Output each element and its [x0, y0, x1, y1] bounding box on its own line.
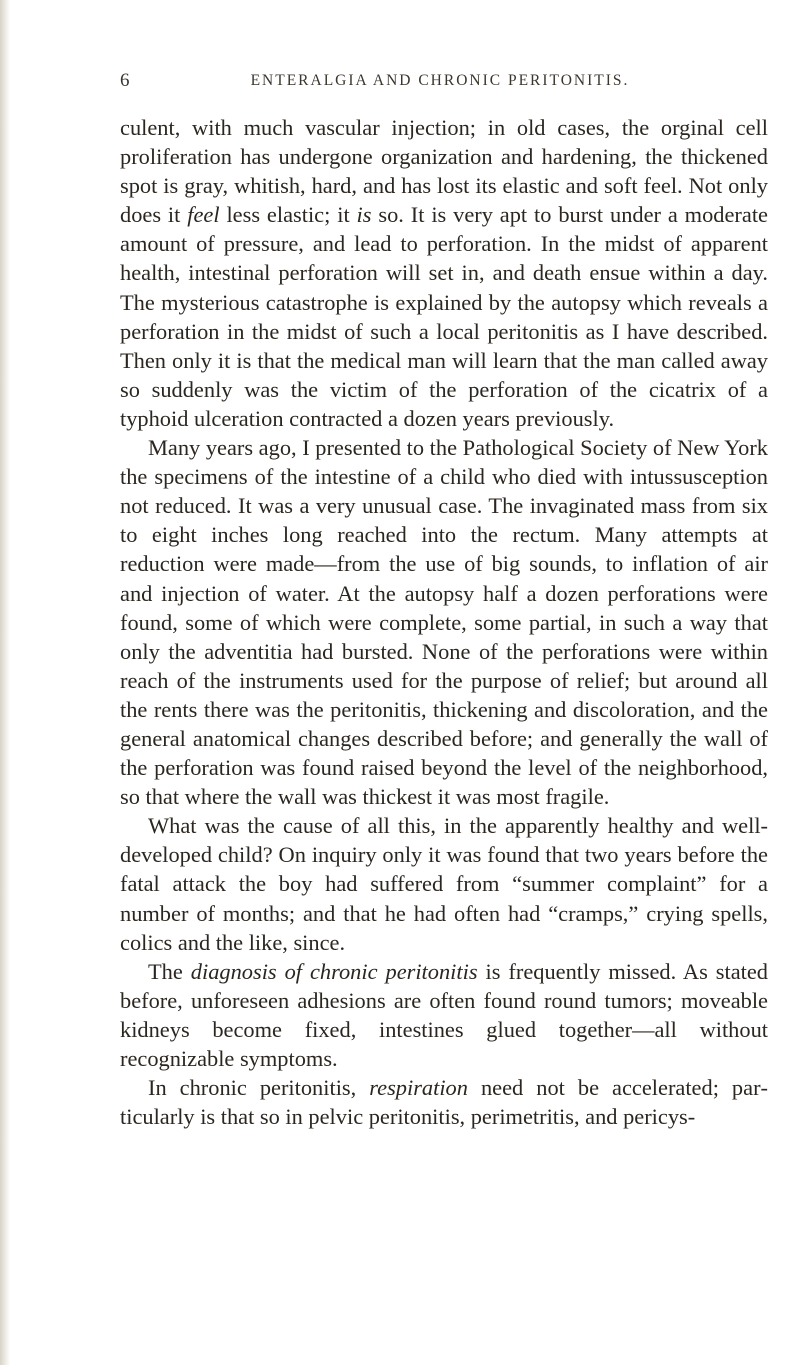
text-segment: What was the cause of all this, in the apparently healthy and well-developed child? On inquiry only it was found that two years before the fatal attack the boy had suffered from “summer complaint” for a number of months; and that he had often had “cramps,” crying spells, colics and the like, since. — [120, 813, 768, 955]
italic-text-segment: respiration — [369, 1075, 468, 1101]
italic-text-segment: feel — [187, 202, 220, 228]
paragraph — [120, 957, 768, 1073]
italic-text-segment: diagnosis of chronic peritonitis — [190, 958, 478, 984]
paragraph — [120, 811, 768, 956]
page-header — [120, 70, 760, 100]
paragraph — [120, 1073, 768, 1131]
text-segment: The — [148, 958, 191, 984]
text-segment: less elastic; it — [219, 202, 357, 228]
text-segment: culent, with much vascular injection; in old cases, the orginal cell proliferation has undergone organization and hardening, the thickened spot is gray, whitish, hard, and has lost its elastic and soft feel. Not only does it — [120, 115, 768, 228]
text-segment: need not be accelerated; particularly is that so in pelvic peritonitis, perimetritis, and pericys- — [120, 1075, 768, 1130]
running-head: ENTERALGIA AND CHRONIC PERITONITIS. — [250, 72, 630, 89]
paragraph — [120, 433, 768, 811]
text-segment: so. It is very apt to burst under a moderate amount of pressure, and lead to perforation. In the midst of apparent health, intestinal perforation will set in, and death ensue within a day. The mysterious catastrophe is explained by the autopsy which reveals a perforation in the midst of such a local peritonitis as I have described. Then only it is that the medical man will learn that the man called away so suddenly was the victim of the perforation of the cicatrix of a typhoid ulceration contracted a dozen years previously. — [120, 202, 768, 431]
page-edge-shadow — [0, 0, 10, 1365]
italic-text-segment: is — [356, 202, 372, 228]
page-number: 6 — [120, 70, 130, 91]
text-segment: In chronic peritonitis, — [148, 1075, 370, 1101]
text-segment: is frequently missed. As stated before, unforeseen adhesions are often found round tumors; moveable kidneys become fixed, intestines glued together—all without recognizable symptoms. — [120, 958, 768, 1071]
text-segment: Many years ago, I presented to the Pathological Society of New York the specimens of the intestine of a child who died with intussusception not reduced. It was a very unusual case. The invaginated mass from six to eight inches long reached into the rectum. Many attempts at reduction were made—from the use of big sounds, to inflation of air and injection of water. At the autopsy half a dozen perforations were found, some of which were complete, some partial, in such a way that only the adventitia had bursted. None of the perforations were within reach of the instruments used for the purpose of relief; but around all the rents there was the peritonitis, thickening and discoloration, and the general anatomical changes described before; and generally the wall of the perforation was found raised beyond the level of the neighborhood, so that where the wall was thickest it was most fragile. — [120, 435, 768, 810]
paragraph — [120, 113, 768, 433]
body-text — [120, 113, 768, 1131]
